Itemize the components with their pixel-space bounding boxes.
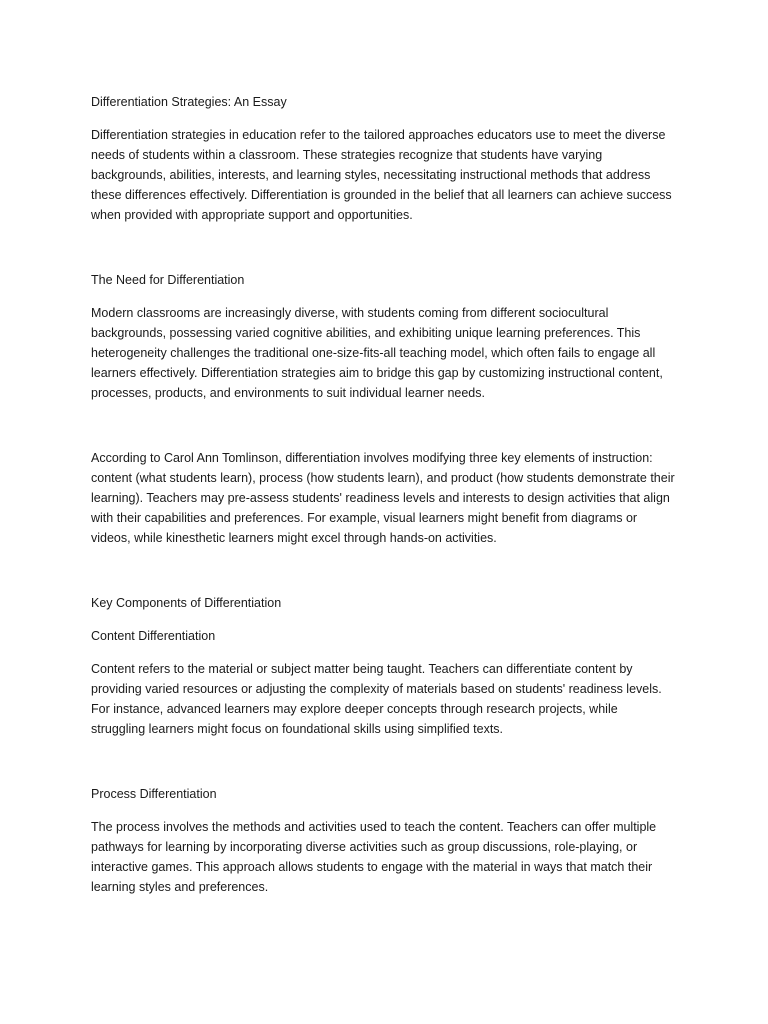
process-paragraph: The process involves the methods and activities used to teach the content. Teachers can offer multiple pathways for learning by incorporating diverse activities such as group discussions, role-playing, or interactive games. This approach allows students to engage with the material in ways that match their learning styles and preferences. — [91, 820, 657, 894]
need-paragraph: Modern classrooms are increasingly diverse, with students coming from different sociocultural backgrounds, possessing varied cognitive abilities, and exhibiting unique learning preferences. This heterogeneity challenges the traditional one-size-fits-all teaching model, which often fails to engage all learners effectively. Differentiation strategies aim to bridge this gap by customizing instructional content, processes, products, and environments to suit individual learner needs. — [91, 306, 663, 400]
spacer — [91, 290, 675, 303]
spacer — [91, 225, 675, 270]
spacer — [91, 613, 675, 626]
content-paragraph: Content refers to the material or subject matter being taught. Teachers can differentiate content by providing varied resources or adjusting the complexity of materials based on students' readiness levels. For instance, advanced learners may explore deeper concepts through research projects, while struggling learners might focus on foundational skills using simplified texts. — [91, 662, 662, 736]
spacer — [91, 403, 675, 448]
spacer — [91, 548, 675, 593]
tomlinson-paragraph: According to Carol Ann Tomlinson, differentiation involves modifying three key elements of instruction: content (what students learn), process (how students learn), and product (how students demonstrate their learning). Teachers may pre-assess students' readiness levels and interests to design activities that align with their capabilities and preferences. For example, visual learners might benefit from diagrams or videos, while kinesthetic learners might excel through hands-on activities. — [91, 451, 675, 545]
document-title: Differentiation Strategies: An Essay — [91, 95, 287, 109]
document-body — [91, 92, 675, 897]
spacer — [91, 804, 675, 817]
components-heading: Key Components of Differentiation — [91, 596, 282, 610]
spacer — [91, 739, 675, 784]
content-differentiation-heading: Content Differentiation — [91, 629, 216, 643]
intro-paragraph: Differentiation strategies in education refer to the tailored approaches educators use to meet the diverse needs of students within a classroom. These strategies recognize that students have varying backgrounds, abilities, interests, and learning styles, necessitating instructional methods that address these differences effectively. Differentiation is grounded in the belief that all learners can achieve success when provided with appropriate support and opportunities. — [91, 128, 672, 222]
spacer — [91, 112, 675, 125]
spacer — [91, 646, 675, 659]
process-differentiation-heading: Process Differentiation — [91, 787, 217, 801]
need-heading: The Need for Differentiation — [91, 273, 245, 287]
